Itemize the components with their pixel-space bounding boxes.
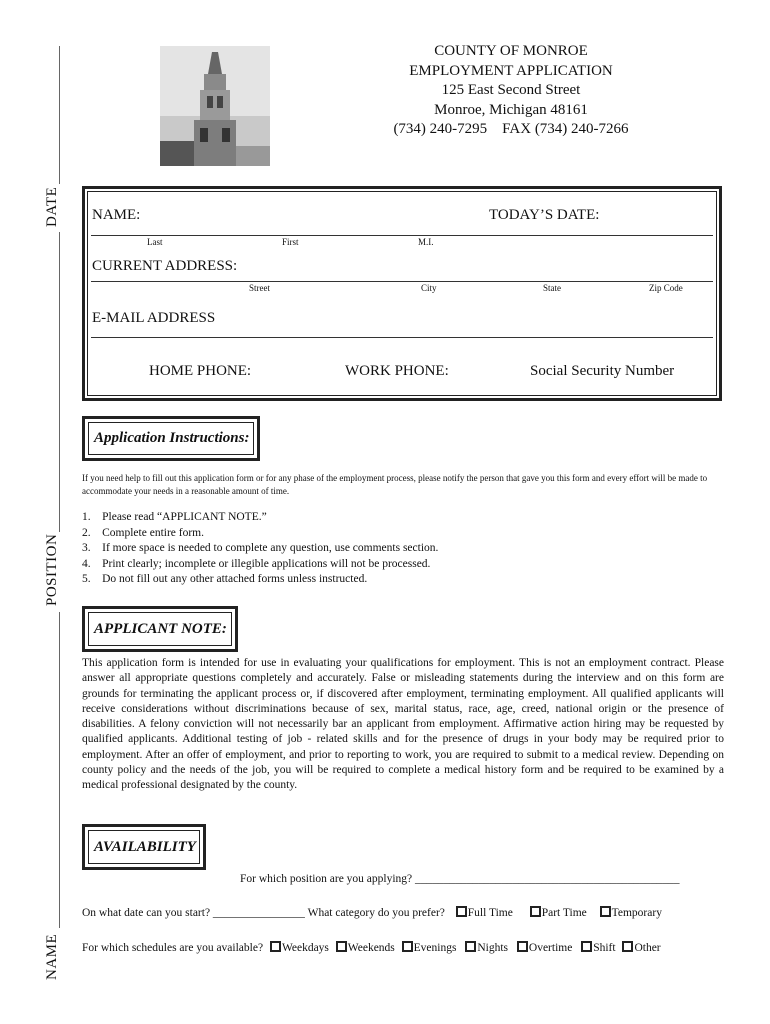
applicant-note-text: This application form is intended for use in evaluating your qualifications for employment. This is not an employment contract. Please answer all appropriate questions completely and accurately. False or misleading statements during the interview and on this form are grounds for terminating the applicant process or, if discovered after employment, terminating employment. All qualified applicants will receive considerations without discriminations because of sex, marital status, race, age, creed, national origin or the presence of disabilities. A felony conviction will not necessarily bar an applicant from employment. Affirmative action hiring may be requested by qualified applicants. Additional testing of job - related skills and for the presence of drugs in your body may be required prior to employment. After an offer of employment, and prior to reporting to work, you are required to submit to a medical review. Depending on county policy and the needs of the job, you will be required to complete a medical history form and be required to be examined by a medical professional designated by the county.	[82, 657, 724, 792]
instructions-paragraph: If you need help to fill out this application form or for any phase of the employment process, please notify the person that gave you this form and every effort will be made to accommodate your needs in a reasonable amount of time.	[82, 473, 708, 496]
instruction-item-2: 2. Complete entire form.	[82, 526, 204, 539]
email-label: E-MAIL ADDRESS	[92, 310, 216, 326]
part-time-checkbox[interactable]	[530, 906, 541, 917]
header-line-5: (734) 240-7295 FAX (734) 240-7266	[393, 121, 629, 137]
work-phone-label: WORK PHONE:	[345, 363, 449, 379]
side-date-label: DATE	[44, 186, 60, 227]
applicant-note-heading: APPLICANT NOTE:	[88, 612, 232, 646]
instruction-item-1: 1. Please read “APPLICANT NOTE.”	[82, 511, 267, 523]
overtime-label: Overtime	[528, 942, 573, 954]
nights-checkbox[interactable]	[465, 941, 476, 952]
city-caption: City	[421, 283, 437, 293]
full-time-label: Full Time	[467, 907, 513, 919]
first-name-caption: First	[282, 237, 299, 247]
shift-label: Shift	[593, 942, 616, 954]
nights-label: Nights	[477, 942, 509, 954]
evenings-label: Evenings	[413, 942, 457, 954]
header-line-1: COUNTY OF MONROE	[434, 43, 588, 59]
other-checkbox[interactable]	[622, 941, 633, 952]
last-name-caption: Last	[147, 237, 163, 247]
full-time-checkbox[interactable]	[456, 906, 467, 917]
address-field-line[interactable]	[91, 281, 713, 282]
weekends-checkbox[interactable]	[336, 941, 347, 952]
todays-date-label: TODAY’S DATE:	[489, 207, 600, 223]
instruction-item-4: 4. Print clearly; incomplete or illegible applications will not be processed.	[82, 557, 431, 570]
overtime-checkbox[interactable]	[517, 941, 528, 952]
email-field-line[interactable]	[91, 337, 713, 338]
instruction-item-5: 5. Do not fill out any other attached forms unless instructed.	[82, 573, 368, 585]
courthouse-tower-icon	[160, 46, 270, 166]
availability-heading-box	[82, 824, 206, 870]
temporary-label: Temporary	[611, 907, 662, 919]
zip-caption: Zip Code	[649, 283, 683, 293]
schedule-row	[82, 941, 661, 954]
ssn-label: Social Security Number	[530, 363, 675, 379]
start-date-question[interactable]: On what date can you start? ________________ What category do you prefer?	[82, 907, 445, 919]
instructions-heading: Application Instructions:	[88, 422, 254, 455]
temporary-checkbox[interactable]	[600, 906, 611, 917]
shift-checkbox[interactable]	[581, 941, 592, 952]
courthouse-photo	[160, 46, 270, 166]
weekdays-label: Weekdays	[281, 942, 329, 954]
instructions-list	[82, 510, 682, 588]
applicant-note-heading-box	[82, 606, 238, 652]
evenings-checkbox[interactable]	[402, 941, 413, 952]
side-line-top	[59, 46, 60, 184]
instructions-heading-box	[82, 416, 260, 461]
other-label: Other	[634, 942, 661, 954]
side-name-label: NAME	[44, 933, 60, 980]
position-question[interactable]: For which position are you applying? ______________________________________________	[240, 873, 680, 885]
weekdays-checkbox[interactable]	[270, 941, 281, 952]
availability-heading: AVAILABILITY	[88, 830, 200, 864]
side-line-mid	[59, 232, 60, 532]
weekends-label: Weekends	[347, 942, 395, 954]
start-date-row	[82, 906, 662, 919]
address-label: CURRENT ADDRESS:	[92, 258, 238, 274]
street-caption: Street	[249, 283, 270, 293]
state-caption: State	[543, 283, 561, 293]
county-header	[380, 42, 642, 140]
part-time-label: Part Time	[541, 907, 587, 919]
home-phone-label: HOME PHONE:	[149, 363, 252, 379]
name-label: NAME:	[92, 207, 141, 223]
side-position-label: POSITION	[44, 533, 60, 606]
schedule-question: For which schedules are you available?	[82, 942, 264, 954]
name-field-line[interactable]	[91, 235, 713, 236]
instruction-item-3: 3. If more space is needed to complete any question, use comments section.	[82, 542, 439, 554]
header-line-2: EMPLOYMENT APPLICATION	[409, 62, 613, 79]
header-line-3: 125 East Second Street	[441, 82, 581, 98]
side-line-low	[59, 612, 60, 928]
mi-caption: M.I.	[418, 237, 434, 247]
header-line-4: Monroe, Michigan 48161	[434, 101, 588, 118]
category-options	[456, 907, 662, 919]
